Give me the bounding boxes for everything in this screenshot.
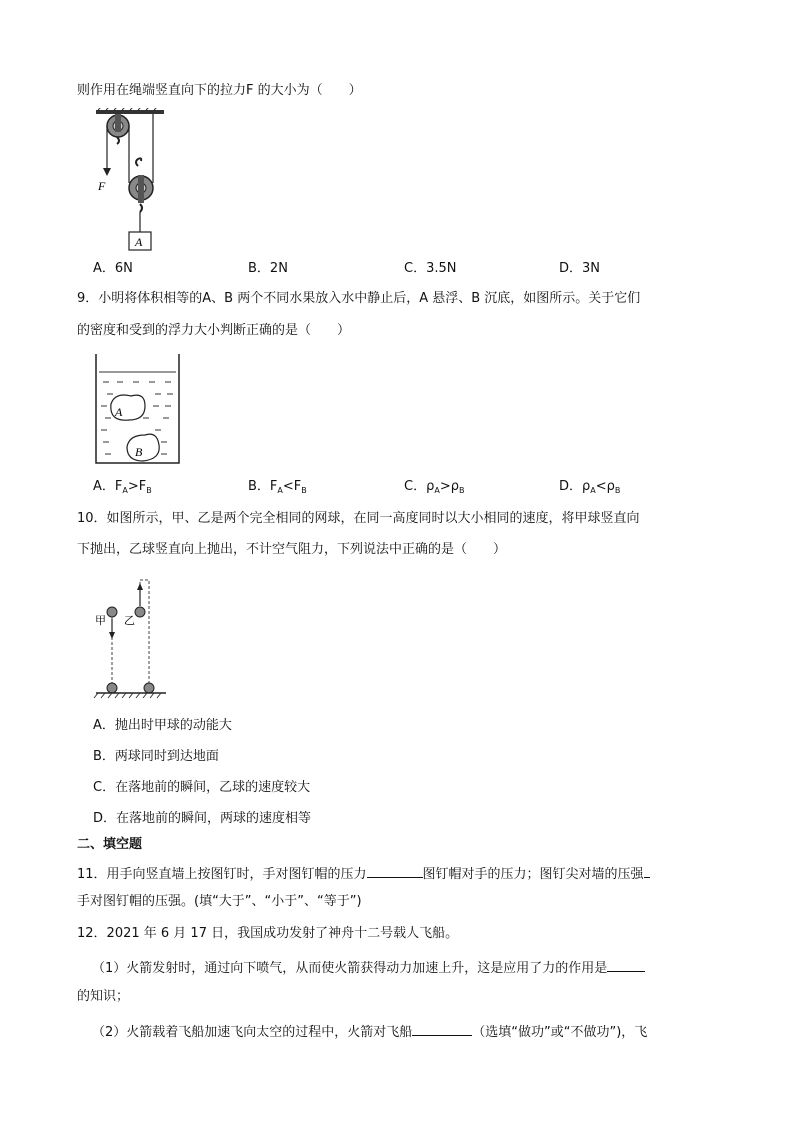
q12-sub1: （1）火箭发射时，通过向下喷气，从而使火箭获得动力加速上升，这是应用了力的作用是	[92, 957, 645, 978]
q9-line1: 9．小明将体积相等的A、B 两个不同水果放入水中静止后，A 悬浮、B 沉底，如图所示。关于它们	[77, 291, 641, 306]
q9-option-a: A．$F_A>F_B$	[93, 479, 152, 495]
beaker-figure	[93, 352, 183, 467]
q9-option-b: B．$F_A<F_B$	[248, 479, 307, 495]
q11-line2: 手对图钉帽的压强。(填“大于”、“小于”、“等于”)	[77, 894, 362, 909]
balls-figure	[90, 572, 170, 702]
q12-sub1-end: 的知识；	[77, 989, 130, 1004]
q10-option-b: B．两球同时到达地面	[93, 749, 219, 764]
q9-option-c: C．$\rho_A>\rho_B$	[404, 479, 465, 495]
q12-line1: 12．2021 年 6 月 17 日，我国成功发射了神舟十二号载人飞船。	[77, 926, 459, 941]
q8-option-b: B．2N	[248, 261, 288, 276]
q8-option-c: C．3.5N	[404, 261, 457, 276]
q11-blank-2[interactable]	[644, 863, 650, 878]
ball-yi-label: 乙	[124, 614, 135, 627]
pulley-figure	[88, 108, 168, 256]
q8-option-a: A．6N	[93, 261, 133, 276]
q12-blank-1[interactable]	[607, 957, 645, 972]
q12-sub2: （2）火箭载着飞船加速飞向太空的过程中，火箭对飞船 （选填“做功”或“不做功”)，飞	[92, 1021, 647, 1042]
q8-stem: 则作用在绳端竖直向下的拉力F 的大小为（ ）	[77, 83, 362, 98]
q10-line1: 10．如图所示，甲、乙是两个完全相同的网球，在同一高度同时以大小相同的速度，将甲球竖直向	[77, 511, 640, 526]
fruit-a-label: A	[115, 405, 123, 419]
q11-blank-1[interactable]	[367, 863, 423, 878]
force-label: F	[98, 179, 106, 193]
section-heading: 二、填空题	[77, 837, 143, 852]
ball-jia-label: 甲	[95, 614, 106, 627]
q8-option-d: D．3N	[559, 261, 601, 276]
q12-blank-2[interactable]	[412, 1021, 472, 1036]
q11-line1: 11．用手向竖直墙上按图钉时，手对图钉帽的压力 图钉帽对手的压力；图钉尖对墙的压强	[77, 863, 650, 884]
q10-option-a: A．抛出时甲球的动能大	[93, 718, 232, 733]
q10-line2: 下抛出，乙球竖直向上抛出，不计空气阻力，下列说法中正确的是（ ）	[77, 542, 507, 557]
q10-option-d: D．在落地前的瞬间，两球的速度相等	[93, 811, 312, 826]
q10-option-c: C．在落地前的瞬间，乙球的速度较大	[93, 780, 311, 795]
q9-option-d: D．$\rho_A<\rho_B$	[559, 479, 621, 495]
fruit-b-label: B	[135, 445, 143, 459]
q9-line2: 的密度和受到的浮力大小判断正确的是（ ）	[77, 323, 351, 338]
block-label: A	[135, 235, 143, 249]
